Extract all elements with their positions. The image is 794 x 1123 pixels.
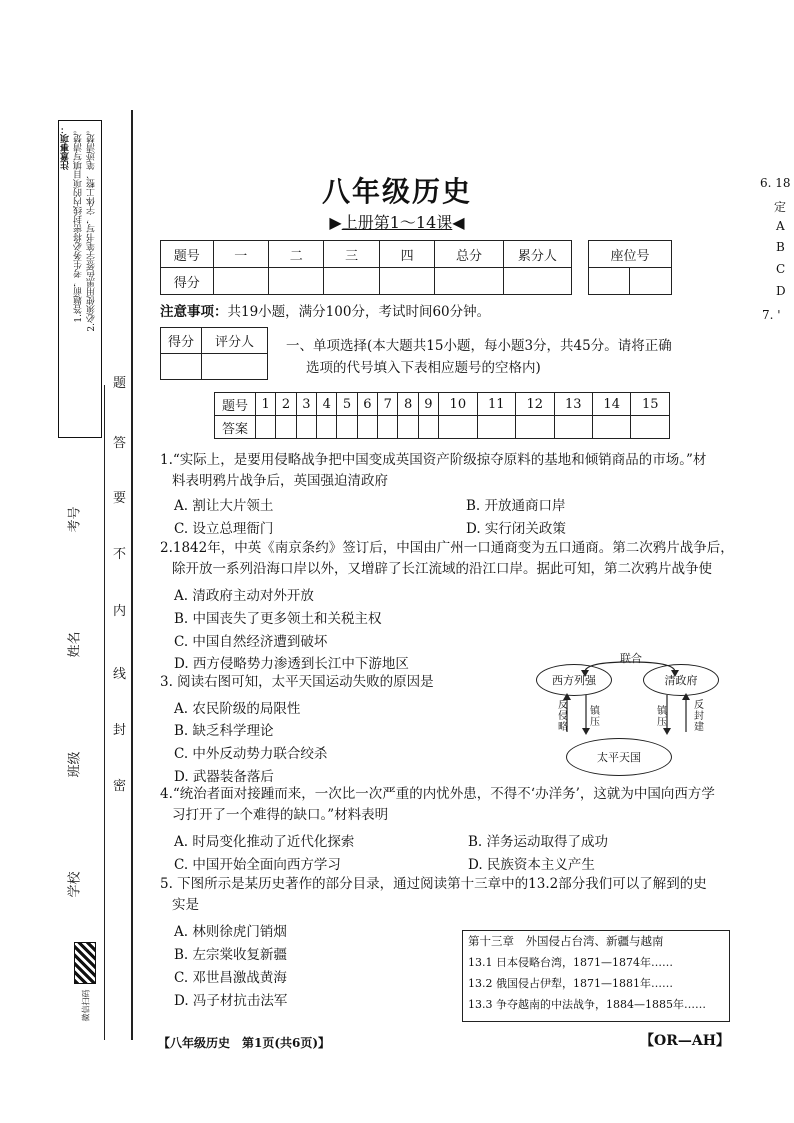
score-header-cell: 二 — [268, 241, 323, 268]
answer-table — [214, 392, 670, 439]
q2-option-c[interactable]: C. 中国自然经济遭到破坏 — [174, 634, 328, 650]
question-4-line: 4.“统治者面对接踵而来，一次比一次严重的内忧外患，不得不‘办洋务’，这就为中国向西方学 — [160, 786, 715, 802]
answer-number-cell: 14 — [592, 393, 630, 416]
question-4-stem — [160, 784, 780, 826]
q1-option-c[interactable]: C. 设立总理衙门 — [174, 521, 274, 537]
q3-option-d[interactable]: D. 武器装备落后 — [174, 769, 274, 785]
score-header-cell: 四 — [379, 241, 434, 268]
q1-option-a[interactable]: A. 割让大片领土 — [174, 498, 274, 514]
seat-table — [588, 240, 672, 295]
question-4-line: 习打开了一个难得的缺口。”材料表明 — [172, 807, 389, 823]
answer-input-cell[interactable] — [418, 416, 438, 439]
next-page-fragment: 7. ' — [762, 308, 781, 322]
toc-box — [462, 930, 730, 1022]
q2-option-a[interactable]: A. 清政府主动对外开放 — [174, 588, 314, 604]
footer-page-info: 【八年级历史 第1页(共6页)】 — [158, 1036, 331, 1050]
q2-option-d[interactable]: D. 西方侵略势力渗透到长江中下游地区 — [174, 656, 409, 672]
name-field-label: 姓名 — [67, 631, 83, 658]
answer-input-cell[interactable] — [398, 416, 418, 439]
sidebar-notice-2: 2.必须使用黑色签字笔书写，字体工整、笔迹清楚。 — [87, 125, 97, 332]
q1-option-d[interactable]: D. 实行闭关政策 — [466, 521, 566, 537]
page-subtitle — [0, 210, 794, 233]
seat-input-cell[interactable] — [630, 268, 672, 295]
score-header-cell: 总分 — [435, 241, 503, 268]
qr-label: 微信扫码 — [81, 989, 91, 1022]
seal-char: 内 — [113, 604, 127, 619]
question-2-line: 除开放一系列沿海口岸以外，又增辟了长江流域的沿江口岸。据此可知，第二次鸦片战争使 — [172, 561, 712, 577]
question-2-stem — [160, 538, 780, 580]
score-row-label: 得分 — [161, 268, 214, 295]
q4-option-b[interactable]: B. 洋务运动取得了成功 — [468, 834, 609, 850]
seal-char: 密 — [113, 779, 127, 794]
question-1-line: 料表明鸦片战争后，英国强迫清政府 — [172, 473, 388, 489]
section1-heading: 一、单项选择(本大题共15小题，每小题3分，共45分。请将正确 — [286, 338, 672, 354]
answer-number-cell: 3 — [296, 393, 316, 416]
seat-label: 座位号 — [589, 241, 672, 268]
next-page-fragment: 6. 18 — [760, 176, 791, 190]
answer-input-cell[interactable] — [477, 416, 515, 439]
answer-input-cell[interactable] — [337, 416, 357, 439]
qr-code-icon — [74, 942, 96, 984]
answer-number-cell: 4 — [317, 393, 337, 416]
score-header-cell: 题号 — [161, 241, 214, 268]
answer-input-cell[interactable] — [256, 416, 276, 439]
score-header-cell: 一 — [213, 241, 268, 268]
q5-option-c[interactable]: C. 邓世昌激战黄海 — [174, 970, 287, 986]
next-page-fragment: 定 — [774, 200, 787, 214]
score-input-cell[interactable] — [213, 268, 268, 295]
sidebar-notice-box — [58, 120, 102, 438]
question-5-stem — [160, 874, 780, 916]
next-page-fragment: A — [776, 219, 785, 233]
diagram-anti-feudal: 反封建 — [694, 700, 704, 733]
notice-text: 共19小题，满分100分，考试时间60分钟。 — [227, 304, 491, 320]
answer-number-cell: 7 — [378, 393, 398, 416]
answer-number-cell: 5 — [337, 393, 357, 416]
toc-item: 13.3 争夺越南的中法战争，1884—1885年…… — [468, 998, 706, 1011]
score-input-cell[interactable] — [503, 268, 571, 295]
question-5-line: 5. 下图所示是某历史著作的部分目录，通过阅读第十三章中的13.2部分我们可以了解到的史 — [160, 876, 707, 892]
q1-option-b[interactable]: B. 开放通商口岸 — [466, 498, 566, 514]
answer-input-cell[interactable] — [296, 416, 316, 439]
grader-table — [160, 327, 268, 380]
grader-label: 评分人 — [202, 328, 268, 354]
toc-chapter: 第十三章 外国侵占台湾、新疆与越南 — [468, 934, 664, 948]
answer-number-cell: 10 — [439, 393, 477, 416]
seal-char: 线 — [113, 667, 127, 682]
answer-input-cell[interactable] — [592, 416, 630, 439]
q2-option-b[interactable]: B. 中国丧失了更多领土和关税主权 — [174, 611, 382, 627]
score-input-cell[interactable] — [435, 268, 503, 295]
grader-input-cell[interactable] — [161, 354, 202, 380]
notice-line — [160, 300, 490, 320]
notice-label: 注意事项： — [160, 304, 228, 320]
seal-char: 答 — [113, 436, 127, 451]
seat-input-cell[interactable] — [589, 268, 630, 295]
diagram-anti-aggression: 反侵略 — [558, 700, 568, 733]
toc-item: 13.1 日本侵略台湾，1871—1874年…… — [468, 956, 673, 969]
footer-code: 【OR—AH】 — [640, 1033, 730, 1049]
subtitle-right-arrow: ◀ — [452, 213, 465, 232]
exam-number-field-label: 考号 — [67, 506, 83, 533]
subtitle-text: 上册第1～14课 — [341, 213, 453, 232]
sidebar-notice-1: 1.答题前，考生务必将密封线内的项目填写清楚。 — [74, 125, 84, 323]
score-input-cell[interactable] — [324, 268, 379, 295]
seal-line — [131, 110, 133, 1040]
q3-option-c[interactable]: C. 中外反动势力联合绞杀 — [174, 746, 328, 762]
diagram-alliance-label: 联合 — [620, 652, 642, 665]
diagram-suppress-left: 镇压 — [590, 706, 600, 728]
answer-number-cell: 8 — [398, 393, 418, 416]
school-field-label: 学校 — [67, 871, 83, 898]
q5-option-a[interactable]: A. 林则徐虎门销烟 — [174, 924, 287, 940]
diagram-west-node: 西方列强 — [536, 664, 612, 696]
question-1-line: 1.“实际上，是要用侵略战争把中国变成英国资产阶级掠夺原料的基地和倾销商品的市场。”材 — [160, 452, 707, 468]
question-2-line: 2.1842年，中英《南京条约》签订后，中国由广州一口通商变为五口通商。第二次鸦片战争后， — [160, 540, 734, 556]
answer-number-cell: 9 — [418, 393, 438, 416]
answer-input-cell[interactable] — [276, 416, 296, 439]
answer-input-cell[interactable] — [631, 416, 670, 439]
question-5-line: 实是 — [172, 897, 199, 913]
toc-item: 13.2 俄国侵占伊犁，1871—1881年…… — [468, 977, 673, 990]
question-3-stem: 3. 阅读右图可知，太平天国运动失败的原因是 — [160, 674, 434, 690]
answer-input-cell[interactable] — [516, 416, 554, 439]
field-underline — [104, 385, 105, 1040]
page-title: 八年级历史 — [321, 175, 472, 208]
answer-input-cell[interactable] — [357, 416, 377, 439]
seal-char: 不 — [113, 547, 127, 562]
answer-row-label: 答案 — [215, 416, 256, 439]
answer-input-cell[interactable] — [378, 416, 398, 439]
q4-option-d[interactable]: D. 民族资本主义产生 — [468, 857, 595, 873]
answer-number-cell: 1 — [256, 393, 276, 416]
q4-option-c[interactable]: C. 中国开始全面向西方学习 — [174, 857, 341, 873]
sidebar-notice-title: 注意事项： — [61, 125, 71, 170]
score-header-cell: 三 — [324, 241, 379, 268]
answer-number-cell: 12 — [516, 393, 554, 416]
answer-input-cell[interactable] — [554, 416, 592, 439]
diagram-suppress-right: 镇压 — [657, 706, 667, 728]
seal-char: 封 — [113, 723, 127, 738]
answer-number-cell: 6 — [357, 393, 377, 416]
q3-option-b[interactable]: B. 缺乏科学理论 — [174, 723, 274, 739]
answer-header-label: 题号 — [215, 393, 256, 416]
q3-option-a[interactable]: A. 农民阶级的局限性 — [174, 701, 301, 717]
class-field-label: 班级 — [67, 751, 83, 778]
score-header-cell: 累分人 — [503, 241, 571, 268]
seal-char: 要 — [113, 491, 127, 506]
q5-option-b[interactable]: B. 左宗棠收复新疆 — [174, 947, 288, 963]
seal-char: 题 — [113, 376, 127, 391]
score-input-cell[interactable] — [268, 268, 323, 295]
q4-option-a[interactable]: A. 时局变化推动了近代化探索 — [174, 834, 355, 850]
diagram-qing-node: 清政府 — [643, 664, 719, 696]
score-table — [160, 240, 572, 295]
diagram-taiping-node: 太平天国 — [566, 738, 672, 776]
grader-input-cell[interactable] — [202, 354, 268, 380]
next-page-fragment: D — [776, 284, 786, 298]
subtitle-left-arrow: ▶ — [329, 213, 342, 232]
answer-number-cell: 11 — [477, 393, 515, 416]
answer-input-cell[interactable] — [439, 416, 477, 439]
answer-input-cell[interactable] — [317, 416, 337, 439]
next-page-fragment: C — [776, 262, 786, 276]
answer-number-cell: 2 — [276, 393, 296, 416]
next-page-fragment: B — [776, 240, 785, 254]
q5-option-d[interactable]: D. 冯子材抗击法军 — [174, 993, 288, 1009]
answer-number-cell: 15 — [631, 393, 670, 416]
section1-instructions: 选项的代号填入下表相应题号的空格内) — [306, 360, 541, 376]
score-input-cell[interactable] — [379, 268, 434, 295]
question-1-stem — [160, 450, 780, 492]
answer-number-cell: 13 — [554, 393, 592, 416]
grader-score-label: 得分 — [161, 328, 202, 354]
